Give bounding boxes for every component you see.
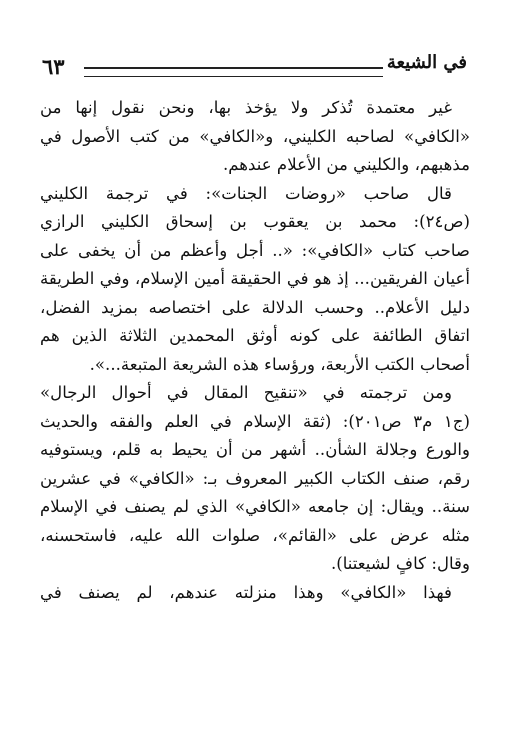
text-line: أصحاب الكتب الأربعة، ورؤساء هذه الشريعة المتبعة...».	[89, 354, 470, 374]
running-title: في الشيعة	[386, 52, 467, 73]
text-line: أعيان الفريقين... إذ هو في الحقيقة أمين الإسلام، وفي الطريقة	[40, 269, 470, 288]
page-header	[42, 52, 467, 84]
header-rule	[84, 67, 383, 77]
body-text	[40, 94, 470, 607]
text-line: رقم، صنف الكتاب الكبير المعروف بـ: «الكافي» في عشرين	[40, 468, 470, 488]
text-line: ومن ترجمته في «تنقيح المقال في أحوال الرجال»	[40, 383, 452, 402]
text-line: مثله عرض على «القائم»، صلوات الله عليه، فاستحسنه،	[40, 525, 470, 545]
text-line: والورع وجلالة الشأن.. أشهر من أن يحيط به قلم، ويستوفيه	[40, 440, 470, 459]
text-line: قال صاحب «روضات الجنات»: في ترجمة الكليني	[40, 183, 452, 203]
text-line: دليل الأعلام.. وحسب الدلالة على اختصاصه بمزيد الفضل،	[40, 297, 470, 317]
text-line: وقال: كافٍ لشيعتنا).	[330, 554, 470, 573]
text-line: (ص٢٤): محمد بن يعقوب بن إسحاق الكليني الرازي	[40, 212, 470, 231]
text-line: صاحب كتاب «الكافي»: «.. أجل وأعظم من أن يخفى على	[40, 240, 470, 260]
text-line: اتفاق الطائفة على كونه أوثق المحمدين الثلاثة الذين هم	[40, 326, 470, 345]
text-line: (ج١ م٣ ص٢٠١): (ثقة الإسلام في العلم والفقه والحديث	[40, 411, 470, 431]
text-line: غير معتمدة تُذكر ولا يؤخذ بها، ونحن نقول إنها من	[40, 98, 452, 117]
text-line: فهذا «الكافي» وهذا منزلته عندهم، لم يصنف في	[40, 582, 452, 602]
text-line: مذهبهم، والكليني من الأعلام عندهم.	[222, 155, 470, 174]
page-number: ٦٣	[42, 54, 65, 79]
text-line: سنة.. ويقال: إن جامعه «الكافي» الذي لم يصنف في الإسلام	[40, 497, 470, 516]
text-line: «الكافي» لصاحبه الكليني، و«الكافي» من كتب الأصول في	[40, 126, 470, 146]
